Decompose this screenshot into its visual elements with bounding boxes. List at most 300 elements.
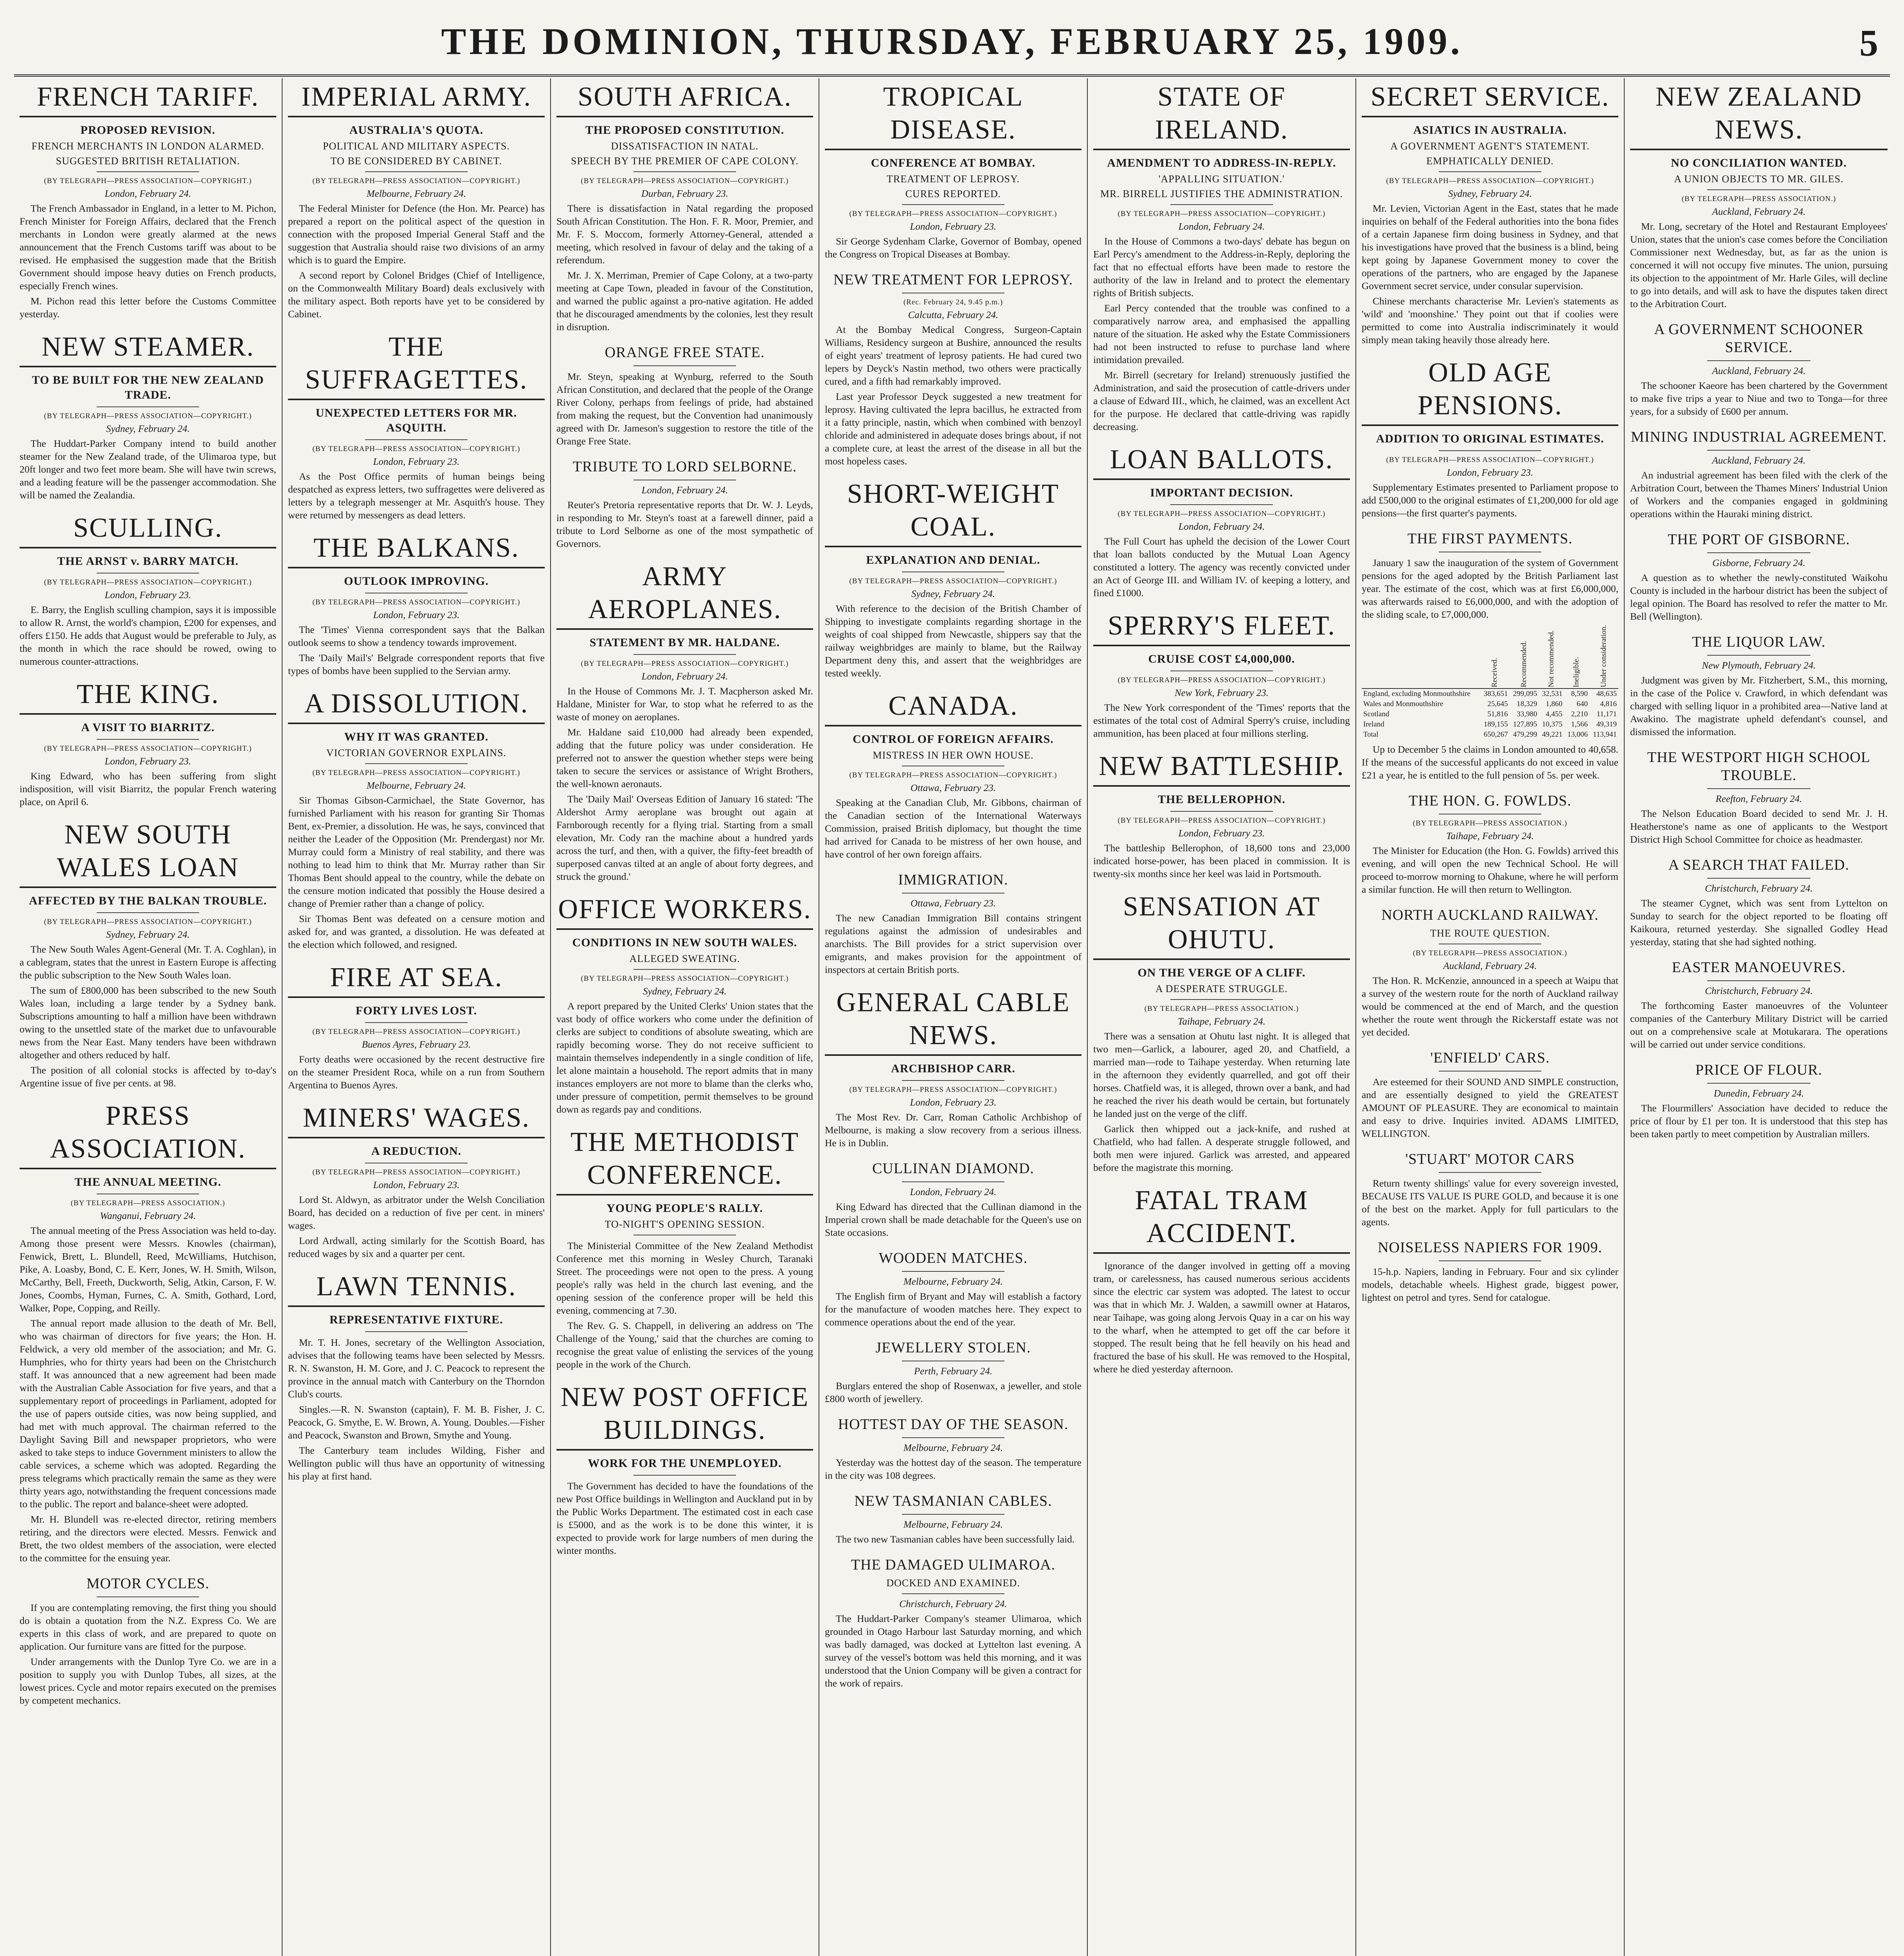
- article-subhead: THE BELLEROPHON.: [1157, 793, 1286, 806]
- article-subhead: EMPHATICALLY DENIED.: [1426, 155, 1554, 167]
- article-rule: [1439, 171, 1541, 172]
- article-paragraph: The New South Wales Agent-General (Mr. T. A. Coghlan), in a cablegram, states that the unrest in Eastern Europe is affecting the public subscription to the New South Wales loan.: [20, 944, 276, 981]
- article-paragraph: An industrial agreement has been filed with the clerk of the Arbitration Court, between the Thames Miners' Industrial Union of Workers and the companies engaged in goldmining operations within the Hauraki mining district.: [1630, 469, 1888, 520]
- article-credit: (BY TELEGRAPH—PRESS ASSOCIATION—COPYRIGHT.): [44, 578, 252, 586]
- article-paragraph: The Hon. R. McKenzie, announced in a speech at Waipu that a survey of the western route for the north of Auckland railway would be commenced at the end of March, and the question whether the route went through the Rickerstaff estate was not yet decided.: [1362, 975, 1618, 1038]
- article-paragraph: King Edward, who has been suffering from slight indisposition, will visit Biarritz, the popular French watering place, on April 6.: [20, 770, 276, 807]
- table-cell: 11,171: [1596, 710, 1617, 718]
- article-subhead: THE LIQUOR LAW.: [1692, 634, 1826, 650]
- article-dateline: London, February 24.: [1178, 521, 1265, 532]
- article-paragraph: The new Canadian Immigration Bill contains stringent regulations against the admission of undesirables and anarchists. The Bill provides for a strict supervision over emigrants, and makes provision for the appointment of inspectors at certain British ports.: [825, 912, 1082, 975]
- table-row: [1362, 719, 1618, 730]
- article-paragraph: Mr. Birrell (secretary for Ireland) strenuously justified the Administration, and said the prosecution of cattle-drivers under a clause of Edward III., which, he claimed, was an excellent Act for the purpose. He declared that cattle-driving was rapidly decreasing.: [1093, 369, 1350, 432]
- article-rule: [1170, 999, 1273, 1000]
- article: [20, 678, 276, 808]
- article-subhead: THE ROUTE QUESTION.: [1430, 928, 1550, 939]
- article-credit: (Rec. February 24, 9.45 p.m.): [903, 298, 1003, 306]
- article-rule: [365, 763, 468, 764]
- article-subhead: IMPORTANT DECISION.: [1150, 486, 1293, 499]
- article: [556, 893, 813, 1116]
- article-credit: (BY TELEGRAPH—PRESS ASSOCIATION.): [1144, 1005, 1299, 1013]
- article-paragraph: If you are contemplating removing, the first thing you should do is obtain a quotation from the N.Z. Express Co. We are experts in this class of work, and are prepared to quote on application. Our furniture vans are fitted for the purpose.: [20, 1602, 276, 1652]
- article-subhead: EASTER MANOEUVRES.: [1672, 959, 1846, 976]
- article-paragraph: Under arrangements with the Dunlop Tyre Co. we are in a position to supply you with Dunlop Tubes, all sizes, at the lowest prices. Cycle and motor repairs executed on the premises by competent mechanics.: [20, 1656, 276, 1706]
- article-paragraph: The 'Daily Mail' Overseas Edition of January 16 stated: 'The Aldershot Army aeroplane was brought out again at Farnborough recently for a flying trial. Starting from a small elevation, Mr. Cody ran the machine about a hundred yards across the turf, and then, with a quiver, the fifty-feet breadth of superposed canvas tilted at an angle of about forty degrees, and struck the ground.': [556, 793, 813, 882]
- article-subhead: THE HON. G. FOWLDS.: [1409, 793, 1571, 809]
- article: [20, 1100, 276, 1564]
- article-paragraph: Yesterday was the hottest day of the season. The temperature in the city was 108 degrees.: [825, 1457, 1082, 1481]
- article-paragraph: The schooner Kaeore has been chartered by the Government to make five trips a year to Niue and two to Tonga—for three years, for a subsidy of £600 per annum.: [1630, 380, 1888, 417]
- table-cell: 189,155: [1483, 720, 1508, 728]
- article-rule: [902, 1181, 1004, 1182]
- article-subhead: THE ARNST v. BARRY MATCH.: [57, 555, 239, 568]
- article-subhead: CONFERENCE AT BOMBAY.: [871, 156, 1036, 169]
- article-subhead: SUGGESTED BRITISH RETALIATION.: [56, 155, 240, 167]
- article-rule: [1707, 189, 1810, 190]
- article-paragraph: The 'Times' Vienna correspondent says that the Balkan outlook seems to show a tendency towards improvement.: [288, 624, 545, 648]
- column-3: [551, 78, 819, 1956]
- article-headline: CANADA.: [825, 690, 1082, 726]
- table-header-row: [1362, 624, 1618, 689]
- article: [825, 81, 1082, 261]
- article-subhead: THE DAMAGED ULIMAROA.: [851, 1557, 1056, 1573]
- article-rule: [1707, 655, 1810, 656]
- article-credit: (BY TELEGRAPH—PRESS ASSOCIATION—COPYRIGHT.): [44, 918, 252, 926]
- table-cell: 127,895: [1513, 720, 1537, 728]
- table-cell: 49,221: [1542, 730, 1563, 739]
- article-dateline: Dunedin, February 24.: [1713, 1088, 1804, 1099]
- article-subhead: THE PORT OF GISBORNE.: [1668, 531, 1850, 548]
- article-subhead: OUTLOOK IMPROVING.: [344, 575, 489, 588]
- article-paragraph: The Most Rev. Dr. Carr, Roman Catholic Archbishop of Melbourne, is making a slow recovery from a serious illness. He is in Dublin.: [825, 1111, 1082, 1149]
- article-subhead: MOTOR CYCLES.: [86, 1575, 210, 1592]
- article-dateline: Christchurch, February 24.: [1705, 883, 1813, 894]
- article-headline: THE BALKANS.: [288, 532, 545, 568]
- article-subhead: FORTY LIVES LOST.: [355, 1004, 477, 1017]
- article-subhead: NO CONCILIATION WANTED.: [1671, 156, 1847, 169]
- article: [1362, 1049, 1618, 1140]
- article-subhead: MR. BIRRELL JUSTIFIES THE ADMINISTRATION.: [1100, 188, 1343, 200]
- article-subhead: UNEXPECTED LETTERS FOR MR. ASQUITH.: [315, 406, 517, 434]
- article-paragraph: The Minister for Education (the Hon. G. Fowlds) arrived this evening, and will open the new Technical School. He will proceed to-morrow morning to Ohakune, where he will perform a similar function. He will then return to Wellington.: [1362, 845, 1618, 895]
- article-subhead: ORANGE FREE STATE.: [605, 344, 765, 361]
- article-subhead: FRENCH MERCHANTS IN LONDON ALARMED.: [31, 140, 265, 152]
- article-headline: A DISSOLUTION.: [288, 687, 545, 724]
- article-paragraph: Sir George Sydenham Clarke, Governor of Bombay, opened the Congress on Tropical Diseases at Bombay.: [825, 236, 1082, 260]
- article-paragraph: Singles.—R. N. Swanston (captain), F. M. B. Fisher, J. C. Peacock, G. Smythe, E. W. Brown, A. Young. Doubles.—Fisher and Peacock, Swanston and Brown, Smythe and Young.: [288, 1404, 545, 1441]
- article-headline: STATE OF IRELAND.: [1093, 81, 1350, 150]
- article-rule: [1707, 360, 1810, 361]
- article-rule: [97, 739, 199, 740]
- table-cell: 49,319: [1596, 720, 1617, 728]
- table-cell: 2,210: [1571, 710, 1588, 718]
- article-dateline: Sydney, February 24.: [911, 589, 995, 599]
- article: [825, 1556, 1082, 1690]
- column-2: [283, 78, 551, 1956]
- article-subhead: DOCKED AND EXAMINED.: [886, 1577, 1020, 1589]
- article-credit: (BY TELEGRAPH—PRESS ASSOCIATION—COPYRIGHT.): [849, 1086, 1057, 1094]
- article-dateline: London, February 24.: [104, 189, 191, 199]
- article-dateline: Perth, February 24.: [914, 1366, 992, 1377]
- article: [1630, 633, 1888, 738]
- article-paragraph: Mr. T. H. Jones, secretary of the Wellington Association, advises that the following teams have been selected by Messrs. R. N. Swanston, H. M. Gore, and J. C. Peacock to represent the province in the annual match with Canterbury on the Thorndon Club's courts.: [288, 1337, 545, 1400]
- article-headline: NEW ZEALAND NEWS.: [1630, 81, 1888, 150]
- table-header-label: Not recommended.: [1547, 630, 1555, 687]
- article: [1362, 530, 1618, 782]
- column-6: [1356, 78, 1625, 1956]
- article: [825, 986, 1082, 1149]
- article-subhead: THE PROPOSED CONSTITUTION.: [585, 124, 785, 137]
- article-dateline: Christchurch, February 24.: [899, 1599, 1007, 1609]
- article: [556, 343, 813, 448]
- article-paragraph: Reuter's Pretoria representative reports that Dr. W. J. Leyds, in responding to Mr. Steyn's toast at a farewell dinner, paid a tribute to Lord Selborne as one of the most sympathetic of Governors.: [556, 499, 813, 549]
- article-paragraph: Last year Professor Deyck suggested a new treatment for leprosy. Having cultivated the lepra bacillus, he extracted from it a fatty principle, nastin, which when combined with benzoyl chloride and administered in adequate doses brings about, if not a complete cure, at least the arrest of the disease in all but the most hopeless cases.: [825, 391, 1082, 467]
- article-subhead: THE WESTPORT HIGH SCHOOL TROUBLE.: [1647, 749, 1871, 784]
- table-header-cell: [1589, 624, 1618, 689]
- article: [556, 81, 813, 333]
- table-header-label: Ineligible.: [1572, 657, 1581, 687]
- article: [825, 690, 1082, 861]
- article: [1630, 748, 1888, 846]
- article: [288, 331, 545, 521]
- article: [825, 1415, 1082, 1482]
- article-headline: THE KING.: [20, 678, 276, 715]
- table-header-cell: [1510, 624, 1539, 689]
- article: [1362, 356, 1618, 520]
- article-paragraph: Garlick then whipped out a jack-knife, and rushed at Chatfield, who had fallen. A desperate struggle followed, and both men were injured. Garlick was arrested, and appeared before the magistrate this morning.: [1093, 1123, 1350, 1173]
- article-paragraph: The Rev. G. S. Chappell, in delivering an address on 'The Challenge of the Young,' said that the churches are coming to recognise the great value of enlisting the services of the young people in the work of the Church.: [556, 1320, 813, 1370]
- article: [825, 271, 1082, 467]
- article-subhead: MISTRESS IN HER OWN HOUSE.: [873, 750, 1034, 761]
- article-subhead: TRIBUTE TO LORD SELBORNE.: [572, 458, 797, 475]
- article-dateline: Buenos Ayres, February 23.: [362, 1039, 471, 1050]
- article-paragraph: King Edward has directed that the Cullinan diamond in the Imperial crown shall be made detachable for the Queen's use on State occasions.: [825, 1201, 1082, 1238]
- masthead: [14, 16, 1890, 77]
- article-subhead: TO BE CONSIDERED BY CABINET.: [330, 155, 502, 167]
- article-paragraph: The Ministerial Committee of the New Zealand Methodist Conference met this morning in Wesley Church, Taranaki Street. The proceedings were not open to the press. A young people's rally was held in the church last evening, and the opening session of the conference proper will be held this evening, commencing at 7.30.: [556, 1240, 813, 1316]
- article-paragraph: The Full Court has upheld the decision of the Lower Court that loan ballots conducted by the Mutual Loan Agency constituted a lottery. The agency was recently convicted under an Act of George III. and William IV. of keeping a lottery, and fined £1000.: [1093, 536, 1350, 599]
- article-subhead: A GOVERNMENT SCHOONER SERVICE.: [1654, 321, 1864, 356]
- article-headline: PRESS ASSOCIATION.: [20, 1100, 276, 1169]
- article-paragraph: Lord St. Aldwyn, as arbitrator under the Welsh Conciliation Board, has decided on a reduction of five per cent. in miners' wages.: [288, 1194, 545, 1231]
- table-header-cell: [1362, 624, 1480, 689]
- article-dateline: Auckland, February 24.: [1443, 961, 1537, 971]
- article-dateline: London, February 24.: [641, 671, 728, 682]
- article-paragraph: With reference to the decision of the British Chamber of Shipping to investigate complaints regarding shortage in the weights of coal shipped from Newcastle, shippers say that the railway weighbridges are mainly to blame, but the Railway Department deny this, and assert that the weighbridges are tested weekly.: [825, 603, 1082, 679]
- article-credit: (BY TELEGRAPH—PRESS ASSOCIATION—COPYRIGHT.): [581, 974, 789, 983]
- article-subhead: A VISIT TO BIARRITZ.: [81, 721, 215, 734]
- article-credit: (BY TELEGRAPH—PRESS ASSOCIATION—COPYRIGHT.): [849, 577, 1057, 585]
- article-paragraph: The Government has decided to have the foundations of the new Post Office buildings in Wellington and Auckland put in by the Public Works Department. The estimated cost in each case is £5000, and as the work is to be done this winter, it is expected to provide work for large numbers of men during the winter months.: [556, 1480, 813, 1556]
- table-header-label: Received.: [1490, 658, 1499, 687]
- article-dateline: London, February 23.: [104, 590, 191, 600]
- article-subhead: DISSATISFACTION IN NATAL.: [611, 140, 759, 152]
- article: [1630, 958, 1888, 1051]
- article-credit: (BY TELEGRAPH—PRESS ASSOCIATION—COPYRIGHT.): [312, 1168, 520, 1176]
- columns-container: [14, 78, 1890, 1956]
- article-dateline: Calcutta, February 24.: [908, 310, 999, 320]
- article-credit: (BY TELEGRAPH—PRESS ASSOCIATION—COPYRIGHT.): [849, 210, 1057, 218]
- article-credit: (BY TELEGRAPH—PRESS ASSOCIATION—COPYRIGHT.): [1118, 210, 1326, 218]
- article-credit: (BY TELEGRAPH—PRESS ASSOCIATION.): [70, 1199, 225, 1207]
- article-headline: SCULLING.: [20, 512, 276, 548]
- article-subhead: AUSTRALIA'S QUOTA.: [349, 124, 484, 137]
- article: [556, 1381, 813, 1557]
- article-subhead: EXPLANATION AND DENIAL.: [866, 554, 1040, 566]
- table-cell: 640: [1576, 700, 1588, 708]
- article-dateline: London, February 23.: [1178, 828, 1265, 839]
- table-cell: 32,531: [1542, 690, 1563, 698]
- article-paragraph: Burglars entered the shop of Rosenwax, a jeweller, and stole £800 worth of jewellery.: [825, 1380, 1082, 1404]
- article: [288, 1270, 545, 1483]
- article-rule: [1439, 1172, 1541, 1173]
- article-headline: OLD AGE PENSIONS.: [1362, 356, 1618, 426]
- article-rule: [902, 1080, 1004, 1081]
- article: [1630, 320, 1888, 418]
- article-rule: [365, 1022, 468, 1023]
- article-rule: [1439, 450, 1541, 451]
- table-cell: Scotland: [1363, 710, 1389, 718]
- article-paragraph: A report prepared by the United Clerks' Union states that the vast body of office workers who come under the definition of clerks are subject to conditions of absolute sweating, which are rapidly becoming worse. They do not receive sufficient to maintain themselves independently in a single condition of life, let alone maintain a household. The report admits that in many instances employers are not more to blame than the clerks who, under pressure of competition, permit themselves to be ground down as regards pay and conditions.: [556, 1000, 813, 1115]
- article: [20, 512, 276, 668]
- article-paragraph: Judgment was given by Mr. Fitzherbert, S.M., this morning, in the case of the Police v. Crawford, in which defendant was charged with selling liquor in a prohibited area—Native land at Awakino. The magistrate upheld defendant's counsel, and dismissed the information.: [1630, 674, 1888, 737]
- article-subhead: SPEECH BY THE PREMIER OF CAPE COLONY.: [571, 155, 799, 167]
- article-subhead: WORK FOR THE UNEMPLOYED.: [588, 1457, 782, 1470]
- table-cell: England, excluding Monmouthshire: [1363, 690, 1470, 698]
- article-paragraph: A question as to whether the newly-constituted Waikohu County is included in the harbour district has been the subject of legal opinion. The Board has resolved to refer the matter to Mr. Bell (Wellington).: [1630, 572, 1888, 622]
- article-dateline: Auckland, February 24.: [1712, 455, 1806, 466]
- article-dateline: London, February 24.: [910, 1187, 997, 1197]
- article-headline: THE METHODIST CONFERENCE.: [556, 1126, 813, 1196]
- article-subhead: A UNION OBJECTS TO MR. GILES.: [1674, 173, 1844, 185]
- table-cell: Wales and Monmouthshire: [1363, 700, 1443, 708]
- article: [825, 1492, 1082, 1546]
- article-dateline: London, February 23.: [373, 1180, 460, 1190]
- article-rule: [1707, 450, 1810, 451]
- table-cell: 51,816: [1487, 710, 1508, 718]
- article-credit: (BY TELEGRAPH—PRESS ASSOCIATION—COPYRIGHT.): [44, 412, 252, 420]
- article-dateline: New Plymouth, February 24.: [1702, 660, 1816, 671]
- article-paragraph: Sir Thomas Bent was defeated on a censure motion and asked for, and was granted, a dissolution. He was defeated at the election which followed, and resigned.: [288, 913, 545, 950]
- article-dateline: Christchurch, February 24.: [1705, 986, 1813, 996]
- table-cell: Ireland: [1363, 720, 1384, 728]
- article-headline: NEW POST OFFICE BUILDINGS.: [556, 1381, 813, 1451]
- masthead-title: THE DOMINION, THURSDAY, FEBRUARY 25, 1909.: [441, 20, 1463, 62]
- article: [556, 1126, 813, 1371]
- table-row: [1362, 699, 1618, 709]
- page-number: 5: [1859, 22, 1878, 64]
- article-paragraph: Mr. H. Blundell was re-elected director, retiring members retiring, and the directors were elected. Messrs. Fenwick and Brett, the two oldest members of the association, were elected to the committee for the ensuing year.: [20, 1514, 276, 1564]
- article-rule: [1170, 504, 1273, 505]
- article-rule: [902, 1437, 1004, 1438]
- table-cell: 25,645: [1487, 700, 1508, 708]
- article-subhead: ASIATICS IN AUSTRALIA.: [1413, 124, 1567, 137]
- article-subhead: ALLEGED SWEATING.: [629, 953, 740, 964]
- article-subhead: CULLINAN DIAMOND.: [872, 1160, 1034, 1177]
- article-subhead: CRUISE COST £4,000,000.: [1148, 653, 1295, 665]
- article-rule: [902, 893, 1004, 894]
- article-paragraph: Mr. J. X. Merriman, Premier of Cape Colony, at a two-party meeting at Cape Town, pleaded in favour of the Constitution, and warned the public against a pro-native agitation. He added that he discouraged amendments by the colonies, lest they result in disruption.: [556, 270, 813, 333]
- article: [825, 1249, 1082, 1329]
- article-credit: (BY TELEGRAPH—PRESS ASSOCIATION—COPYRIGHT.): [1118, 510, 1326, 518]
- article-headline: LOAN BALLOTS.: [1093, 443, 1350, 480]
- article-credit: (BY TELEGRAPH—PRESS ASSOCIATION—COPYRIGHT.): [44, 177, 252, 185]
- article-dateline: New York, February 23.: [1174, 688, 1269, 698]
- article-paragraph: The Canterbury team includes Wilding, Fisher and Wellington public will thus have an opportunity of witnessing his play at first hand.: [288, 1445, 545, 1482]
- article-paragraph: The annual meeting of the Press Association was held to-day. Among those present were Messrs. Knowles (chairman), Fenwick, Brett, L. Blundell, Reed, McWilliams, Hutchison, Pike, A. Loasby, Bond, C. E. Kerr, Jones, W. H. Smith, Wilson, McCarthy, Bell, Freeth, Duckworth, Selig, Atkin, Carson, F. W. Jones, Coombs, Hyman, Furnes, C. A. Smith, Gothard, Lord, Walker, Pope, Copping, and Reilly.: [20, 1225, 276, 1314]
- column-5: [1088, 78, 1356, 1956]
- article-credit: (BY TELEGRAPH—PRESS ASSOCIATION—COPYRIGHT.): [1118, 816, 1326, 825]
- table-header-label: Recommended.: [1520, 641, 1528, 687]
- article-subhead: STATEMENT BY MR. HALDANE.: [589, 636, 780, 649]
- article-subhead: 'ENFIELD' CARS.: [1430, 1050, 1550, 1066]
- article: [288, 687, 545, 951]
- article-dateline: Sydney, February 24.: [106, 424, 190, 434]
- table-row: [1362, 730, 1618, 740]
- article: [825, 478, 1082, 680]
- article-dateline: Melbourne, February 24.: [366, 189, 466, 199]
- article-headline: SENSATION AT OHUTU.: [1093, 890, 1350, 960]
- article-paragraph: The English firm of Bryant and May will establish a factory for the manufacture of wooden matches here. They expect to commence operations about the end of the year.: [825, 1291, 1082, 1328]
- article-paragraph: The Huddart-Parker Company's steamer Ulimaroa, which grounded in Otago Harbour last Saturday morning, and which was badly damaged, was docked at Lyttelton last evening. A survey of the vessel's bottom was held this morning, and it was understood that the Union Company will be given a contract for the work of repairs.: [825, 1613, 1082, 1689]
- table-cell: 113,941: [1593, 730, 1617, 739]
- article: [1362, 906, 1618, 1039]
- article-dateline: Melbourne, February 24.: [903, 1519, 1003, 1530]
- article-rule: [1170, 811, 1273, 812]
- article-headline: FATAL TRAM ACCIDENT.: [1093, 1184, 1350, 1254]
- article-credit: (BY TELEGRAPH—PRESS ASSOCIATION.): [1413, 949, 1567, 957]
- article-subhead: CONTROL OF FOREIGN AFFAIRS.: [853, 733, 1054, 746]
- article-paragraph: Sir Thomas Gibson-Carmichael, the State Governor, has furnished Parliament with his reason for granting Sir Thomas Bent, ex-Premier, a dissolution. He was, he says, convinced that neither the Leader of the Opposition (Mr. Prendergast) nor Mr. Murray could form a Ministry of real stability, and there was nothing to lead him to think that Mr. Murray rather than Sir Thomas Bent should appeal to the country, while the debate on the censure motion indicated that possibly the House desired a change of Premier rather than a change of policy.: [288, 795, 545, 909]
- article-dateline: London, February 23.: [373, 457, 460, 467]
- article-paragraph: Mr. Haldane said £10,000 had already been expended, adding that the future policy was under consideration. He preferred not to answer the question whether steps were being taken to secure the services or assistance of Wright Brothers, the well-known aeronauts.: [556, 726, 813, 789]
- article-paragraph: The battleship Bellerophon, of 18,600 tons and 23,000 indicated horse-power, has been placed in commission. It is twenty-six months since her keel was laid in Portsmouth.: [1093, 842, 1350, 879]
- article-rule: [1707, 980, 1810, 981]
- column-7: [1625, 78, 1893, 1956]
- article-subhead: CONDITIONS IN NEW SOUTH WALES.: [572, 936, 797, 949]
- article: [288, 81, 545, 320]
- article-dateline: Ottawa, February 23.: [910, 898, 996, 909]
- article-headline: FIRE AT SEA.: [288, 961, 545, 998]
- article-paragraph: Mr. Steyn, speaking at Wynburg, referred to the South African Constitution, and declared that the people of the Orange River Colony, perhaps from feelings of pride, had abstained from making the request, but the Convention had unanimously agreed with Dr. Jameson's suggestion to restore the title of the Orange Free State.: [556, 371, 813, 447]
- article-paragraph: Lord Ardwall, acting similarly for the Scottish Board, has reduced wages by six and a quarter per cent.: [288, 1235, 545, 1259]
- article-subhead: WOODEN MATCHES.: [878, 1250, 1028, 1266]
- article-subhead: NOISELESS NAPIERS FOR 1909.: [1378, 1239, 1602, 1256]
- article-subhead: IMMIGRATION.: [898, 872, 1008, 888]
- article-dateline: London, February 23.: [373, 610, 460, 620]
- article-subhead: THE FIRST PAYMENTS.: [1407, 530, 1573, 547]
- article-rule: [633, 654, 736, 655]
- article-paragraph: The Huddart-Parker Company intend to build another steamer for the New Zealand trade, of the Ulimaroa type, but 20ft longer and two feet more beam. She will have twin screws, and a leading feature will be the passenger accommodation. She will be named the Zealandia.: [20, 438, 276, 501]
- article-credit: (BY TELEGRAPH—PRESS ASSOCIATION.): [1681, 195, 1836, 203]
- table-cell: 48,635: [1596, 690, 1617, 698]
- article-paragraph: Speaking at the Canadian Club, Mr. Gibbons, chairman of the Canadian section of the International Waterways Commission, praised British diplomacy, but thought the time had arrived for Canada to be mistress of her own house, and have control of her own foreign affairs.: [825, 797, 1082, 860]
- article: [20, 818, 276, 1089]
- article-subhead: TO-NIGHT'S OPENING SESSION.: [605, 1219, 765, 1230]
- article: [825, 871, 1082, 976]
- article: [288, 532, 545, 677]
- article-paragraph: The forthcoming Easter manoeuvres of the Volunteer companies of the Canterbury Military District will be carried out on a comprehensive scale at Motukarara. The operations will be carried out under service conditions.: [1630, 1000, 1888, 1050]
- article-credit: (BY TELEGRAPH—PRESS ASSOCIATION—COPYRIGHT.): [1386, 456, 1594, 464]
- article-headline: OFFICE WORKERS.: [556, 893, 813, 930]
- article-rule: [902, 1593, 1004, 1594]
- article-dateline: London, February 23.: [910, 1097, 997, 1108]
- article-subhead: JEWELLERY STOLEN.: [875, 1339, 1031, 1356]
- article-paragraph: There was a sensation at Ohutu last night. It is alleged that two men—Garlick, a labourer, aged 20, and Chatfield, a married man—rode to Taihape yesterday. When returning late in the afternoon they evidently quarrelled, and got off their horses. Chatfield was, it is alleged, thrown over a bank, and had he reached the river his death would be certain, but fortunately he landed just on the verge of the cliff.: [1093, 1030, 1350, 1119]
- article-dateline: Auckland, February 24.: [1712, 366, 1806, 376]
- article-credit: (BY TELEGRAPH—PRESS ASSOCIATION—COPYRIGHT.): [312, 598, 520, 606]
- article-subhead: MINING INDUSTRIAL AGREEMENT.: [1631, 429, 1887, 445]
- article-dateline: London, February 23.: [910, 221, 997, 232]
- article: [825, 1339, 1082, 1405]
- article-credit: (BY TELEGRAPH—PRESS ASSOCIATION—COPYRIGHT.): [581, 660, 789, 668]
- article-paragraph: Ignorance of the danger involved in getting off a moving tram, or carelessness, has caused numerous serious accidents since the electric car system was adopted. The latest to occur was that in which Mr. J. Walden, a sawmill owner at Hataros, near Taihape, was going along Jervois Quay in a car on his way to the wharf, when he attempted to get off the car before it stopped. The result being that he fell heavily on his head and fractured the base of his skull. He was removed to the Hospital, where he died yesterday afternoon.: [1093, 1260, 1350, 1375]
- article-rule: [365, 1331, 468, 1332]
- table-cell: 18,329: [1517, 700, 1537, 708]
- article-paragraph: Are esteemed for their SOUND AND SIMPLE construction, and are essentially designed to yield the GREATEST AMOUNT OF PLEASURE. They are economical to maintain and easy to drive. Inquiries invited. ADAMS LIMITED, WELLINGTON.: [1362, 1076, 1618, 1139]
- table-cell: 10,375: [1542, 720, 1563, 728]
- article: [1093, 443, 1350, 599]
- table-cell: 13,006: [1567, 730, 1588, 739]
- article-subhead: ON THE VERGE OF A CLIFF.: [1137, 966, 1306, 979]
- article-headline: SECRET SERVICE.: [1362, 81, 1618, 117]
- article-paragraph: The New York correspondent of the 'Times' reports that the estimates of the total cost of Admiral Sperry's cruise, including ammunition, has been placed at four millions sterling.: [1093, 702, 1350, 739]
- article-paragraph: The sum of £800,000 has been subscribed to the new South Wales loan, including a large tender by a Sydney bank. Subscriptions amounting to half a million have been withdrawn owing to the unsettled state of the market due to unfavourable news from the Near East. Many tenders have been withdrawn altogether and others reduced by half.: [20, 985, 276, 1061]
- article-headline: GENERAL CABLE NEWS.: [825, 986, 1082, 1056]
- article-paragraph: A second report by Colonel Bridges (Chief of Intelligence, on the Commonwealth Military Board) deals exclusively with the military aspect. Both reports have yet to be considered by Cabinet.: [288, 270, 545, 320]
- article-dateline: Taihape, February 24.: [1446, 831, 1534, 841]
- article-paragraph: In the House of Commons Mr. J. T. Macpherson asked Mr. Haldane, Minister for War, to stop what he referred to as the waste of money on aeroplanes.: [556, 685, 813, 723]
- article-dateline: Melbourne, February 24.: [903, 1443, 1003, 1453]
- article-credit: (BY TELEGRAPH—PRESS ASSOCIATION—COPYRIGHT.): [1386, 177, 1594, 185]
- article-credit: (BY TELEGRAPH—PRESS ASSOCIATION—COPYRIGHT.): [312, 1028, 520, 1036]
- article-dateline: Sydney, February 24.: [1448, 189, 1532, 199]
- article: [556, 560, 813, 883]
- article-paragraph: The position of all colonial stocks is affected by to-day's Argentine issue of five per cents. at 98.: [20, 1064, 276, 1089]
- article: [1093, 1184, 1350, 1375]
- article-subhead: NEW TREATMENT FOR LEPROSY.: [833, 271, 1073, 288]
- article-subhead: ADDITION TO ORIGINAL ESTIMATES.: [1376, 432, 1604, 445]
- article-rule: [633, 171, 736, 172]
- article-paragraph: The annual report made allusion to the death of Mr. Bell, who was chairman of directors for five years; the Hon. H. Feldwick, a very old member of the association; and Mr. G. Humphries, who for thirty years had been on the Christchurch staff. It was announced that a new agreement had been made with the Australian Cable Association for five years, and that a supplementary report of proceedings in Parliament, adopted for the use of papers outside cities, was now being supplied, and had met with much approval. The chairman referred to the Daylight Saving Bill and newspaper proprietors, who were asked to take steps to induce Government ministers to allow the cable services, a scheme which was adopted. Regarding the press telegrams which practically remain the same as they were thirty years ago, notwithstanding the frequent concessions made to the public. The report and balance-sheet were adopted.: [20, 1318, 276, 1510]
- article-subhead: THE ANNUAL MEETING.: [74, 1176, 221, 1188]
- table-cell: 299,095: [1513, 690, 1537, 698]
- article: [825, 1160, 1082, 1239]
- article-subhead: TREATMENT OF LEPROSY.: [886, 173, 1020, 185]
- article-paragraph: The Nelson Education Board decided to send Mr. J. H. Heatherstone's name as one of applicants to the Westport District High School Committee for choice as headmaster.: [1630, 808, 1888, 845]
- article-subhead: REPRESENTATIVE FIXTURE.: [329, 1313, 503, 1326]
- article-headline: SOUTH AFRICA.: [556, 81, 813, 117]
- article-rule: [1707, 788, 1810, 789]
- article-rule: [97, 406, 199, 407]
- article-dateline: London, February 24.: [1178, 221, 1265, 232]
- table-header-cell: [1539, 624, 1564, 689]
- table-cell: 1,860: [1546, 700, 1563, 708]
- article-paragraph: Earl Percy contended that the trouble was confined to a comparatively narrow area, and emphasised the appalling nature of the situation. He asked why the Estate Commissioners had not been instructed to refuse to purchase land where intimidation prevailed.: [1093, 302, 1350, 365]
- article-dateline: London, February 23.: [104, 756, 191, 767]
- article-subhead: VICTORIAN GOVERNOR EXPLAINS.: [326, 747, 507, 759]
- article: [1093, 750, 1350, 880]
- article-paragraph: The two new Tasmanian cables have been successfully laid.: [836, 1534, 1075, 1545]
- article-credit: (BY TELEGRAPH—PRESS ASSOCIATION—COPYRIGHT.): [312, 177, 520, 185]
- article-paragraph: Mr. Levien, Victorian Agent in the East, states that he made inquiries on behalf of the Federal authorities into the bona fides of a certain Japanese firm doing business in Sydney, and that his investigations have proved that the business is a blind, being kept going by Japanese Government money to cover the operations of the partners, who are engaged by the Japanese Government secret service, under consular supervision.: [1362, 203, 1618, 291]
- article-subhead: WHY IT WAS GRANTED.: [344, 730, 489, 743]
- article-rule: [1170, 204, 1273, 205]
- article-dateline: Ottawa, February 23.: [910, 783, 996, 793]
- article-headline: NEW BATTLESHIP.: [1093, 750, 1350, 787]
- table-cell: 4,455: [1546, 710, 1563, 718]
- article-subhead: ARCHBISHOP CARR.: [891, 1062, 1015, 1075]
